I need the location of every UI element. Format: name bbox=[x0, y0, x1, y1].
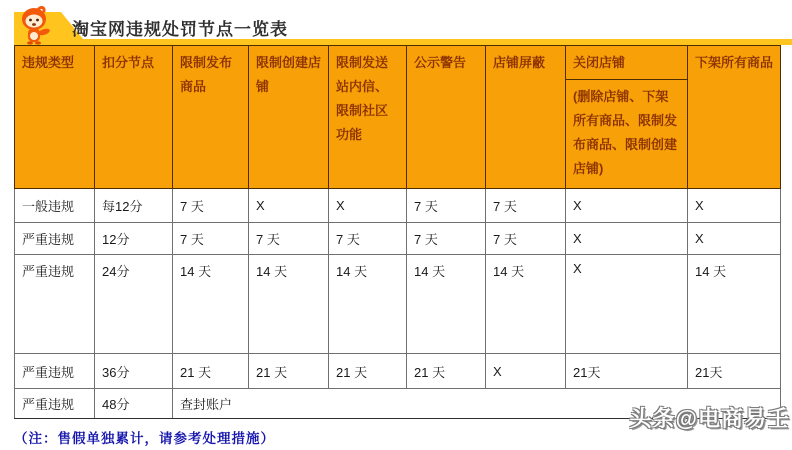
table-cell: 7 天 bbox=[329, 223, 407, 255]
table-cell: 14 天 bbox=[329, 255, 407, 354]
page-title: 淘宝网违规处罚节点一览表 bbox=[72, 20, 288, 39]
table-cell: 严重违规 bbox=[15, 389, 95, 419]
table-cell: 7 天 bbox=[173, 189, 249, 223]
table-cell: 14 天 bbox=[173, 255, 249, 354]
table-cell: X bbox=[688, 189, 781, 223]
table-row bbox=[15, 189, 781, 223]
table-row bbox=[15, 255, 781, 354]
col-header-public-warning: 公示警告 bbox=[407, 46, 486, 189]
footnote: （注：售假单独累计，请参考处理措施） bbox=[14, 431, 275, 446]
close-shop-label: 关闭店铺 bbox=[566, 46, 687, 80]
table-cell: 7 天 bbox=[486, 223, 566, 255]
taobao-mascot-icon bbox=[16, 5, 56, 45]
table-cell: X bbox=[566, 189, 688, 223]
table-cell: 21 天 bbox=[249, 354, 329, 389]
table-cell: 48分 bbox=[95, 389, 173, 419]
header-row bbox=[15, 46, 781, 189]
table-cell: 7 天 bbox=[173, 223, 249, 255]
table-cell: 14 天 bbox=[407, 255, 486, 354]
table-cell: 21 天 bbox=[173, 354, 249, 389]
table-cell: 24分 bbox=[95, 255, 173, 354]
table-cell: 36分 bbox=[95, 354, 173, 389]
table-cell: 7 天 bbox=[407, 223, 486, 255]
table-cell: 21 天 bbox=[329, 354, 407, 389]
table-cell: 14 天 bbox=[688, 255, 781, 354]
table-cell: 21 天 bbox=[407, 354, 486, 389]
col-header-point-node: 扣分节点 bbox=[95, 46, 173, 189]
table-cell: 7 天 bbox=[407, 189, 486, 223]
col-header-restrict-create-shop: 限制创建店铺 bbox=[249, 46, 329, 189]
col-header-violation-type: 违规类型 bbox=[15, 46, 95, 189]
table-cell: 每12分 bbox=[95, 189, 173, 223]
col-header-restrict-messages: 限制发送站内信、限制社区功能 bbox=[329, 46, 407, 189]
table-cell: 一般违规 bbox=[15, 189, 95, 223]
penalty-table bbox=[14, 45, 781, 419]
table-cell: X bbox=[566, 255, 688, 354]
banner bbox=[0, 0, 792, 45]
table-cell-account-seized: 查封账户 bbox=[173, 389, 781, 419]
table-cell: 7 天 bbox=[249, 223, 329, 255]
table-cell: 21天 bbox=[566, 354, 688, 389]
table-row bbox=[15, 354, 781, 389]
table-cell: X bbox=[486, 354, 566, 389]
table-cell: 14 天 bbox=[486, 255, 566, 354]
close-shop-note: (删除店铺、下架所有商品、限制发布商品、限制创建店铺) bbox=[573, 89, 678, 176]
table-cell: X bbox=[688, 223, 781, 255]
table-cell: 严重违规 bbox=[15, 255, 95, 354]
col-header-restrict-publish: 限制发布商品 bbox=[173, 46, 249, 189]
col-header-shop-block: 店铺屏蔽 bbox=[486, 46, 566, 189]
table-cell: 严重违规 bbox=[15, 354, 95, 389]
table-cell: 21天 bbox=[688, 354, 781, 389]
table-row bbox=[15, 223, 781, 255]
table-cell: 12分 bbox=[95, 223, 173, 255]
table-cell: 严重违规 bbox=[15, 223, 95, 255]
table-cell: 14 天 bbox=[249, 255, 329, 354]
table-cell: X bbox=[329, 189, 407, 223]
col-header-remove-all-items: 下架所有商品 bbox=[688, 46, 781, 189]
table-cell: X bbox=[249, 189, 329, 223]
col-header-close-shop bbox=[566, 46, 688, 189]
table-cell: X bbox=[566, 223, 688, 255]
table-cell: 7 天 bbox=[486, 189, 566, 223]
watermark: 头条@电商易壬 bbox=[629, 406, 790, 431]
